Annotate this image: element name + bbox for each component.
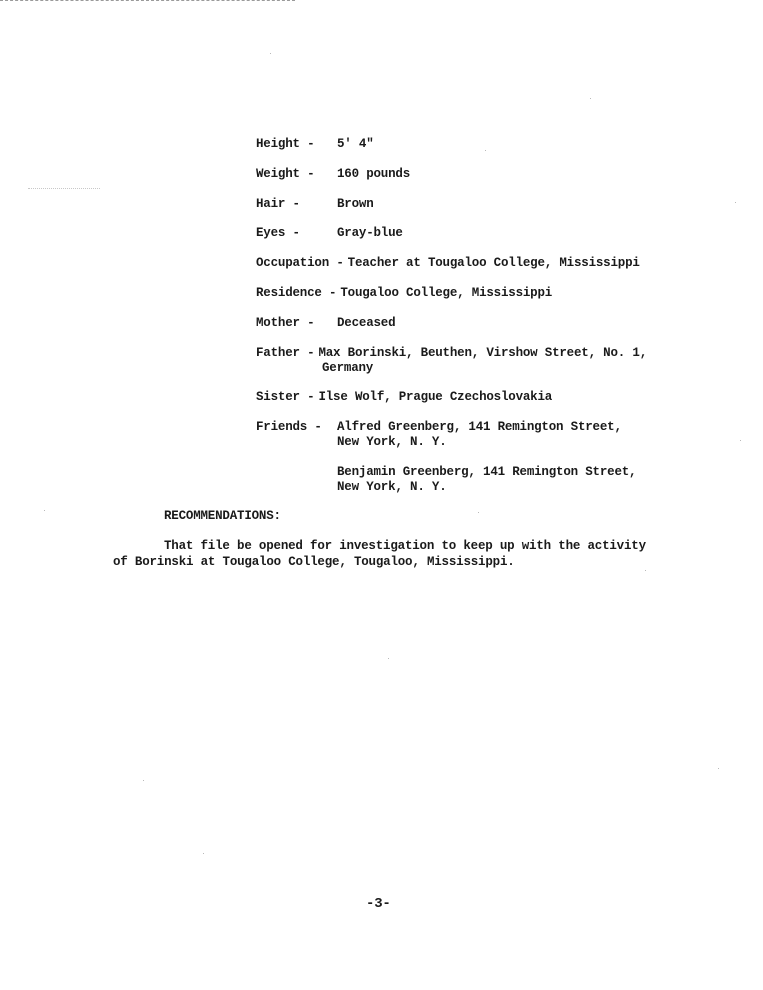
scan-mark xyxy=(28,188,100,189)
field-value-friends: Alfred Greenberg, 141 Remington Street, xyxy=(337,420,622,434)
field-label-residence: Residence - xyxy=(256,286,337,300)
field-residence xyxy=(256,286,552,301)
field-father xyxy=(256,346,647,361)
scan-speck xyxy=(740,440,741,441)
field-label-occupation: Occupation - xyxy=(256,256,344,270)
field-eyes xyxy=(256,226,403,241)
scan-speck xyxy=(590,98,591,99)
field-weight xyxy=(256,167,410,182)
recommendation-line-1: That file be opened for investigation to keep up with the activity xyxy=(164,539,646,553)
field-sister xyxy=(256,390,552,405)
field-height xyxy=(256,137,374,152)
field-value-friends-continuation: New York, N. Y. xyxy=(337,435,447,449)
field-value-father: Max Borinski, Beuthen, Virshow Street, No. 1, xyxy=(318,346,647,360)
field-label-height: Height - xyxy=(256,137,315,151)
field-value-weight: 160 pounds xyxy=(337,167,411,181)
field-value-height: 5' 4" xyxy=(337,137,374,151)
scan-speck xyxy=(44,510,45,511)
page-number: -3- xyxy=(366,896,391,912)
recommendation-line-2: of Borinski at Tougaloo College, Tougaloo, Mississippi. xyxy=(113,555,515,569)
recommendations-heading: RECOMMENDATIONS: xyxy=(164,509,281,523)
friend-second-line1: Benjamin Greenberg, 141 Remington Street, xyxy=(337,465,637,479)
friend-second-line2: New York, N. Y. xyxy=(337,480,447,494)
field-label-sister: Sister - xyxy=(256,390,315,404)
field-value-eyes: Gray-blue xyxy=(337,226,403,240)
field-label-friends: Friends - xyxy=(256,420,322,434)
field-label-mother: Mother - xyxy=(256,316,315,330)
field-label-eyes: Eyes - xyxy=(256,226,300,240)
field-label-hair: Hair - xyxy=(256,197,300,211)
field-mother xyxy=(256,316,395,331)
scan-speck xyxy=(735,202,736,203)
field-value-occupation: Teacher at Tougaloo College, Mississippi xyxy=(347,256,640,270)
scan-speck xyxy=(143,780,144,781)
scan-speck xyxy=(718,768,719,769)
field-label-weight: Weight - xyxy=(256,167,315,181)
scan-speck xyxy=(203,853,204,854)
scan-speck xyxy=(388,658,389,659)
scan-speck xyxy=(645,570,646,571)
field-value-sister: Ilse Wolf, Prague Czechoslovakia xyxy=(318,390,553,404)
field-value-residence: Tougaloo College, Mississippi xyxy=(340,286,553,300)
top-dashed-rule xyxy=(0,0,295,1)
scan-speck xyxy=(485,150,486,151)
scan-speck xyxy=(270,53,271,54)
field-hair xyxy=(256,197,374,212)
scan-speck xyxy=(478,512,479,513)
field-value-father-continuation: Germany xyxy=(322,361,374,375)
field-value-mother: Deceased xyxy=(337,316,396,330)
field-label-father: Father - xyxy=(256,346,315,360)
field-value-hair: Brown xyxy=(337,197,374,211)
field-friends xyxy=(256,420,622,435)
field-occupation xyxy=(256,256,640,271)
